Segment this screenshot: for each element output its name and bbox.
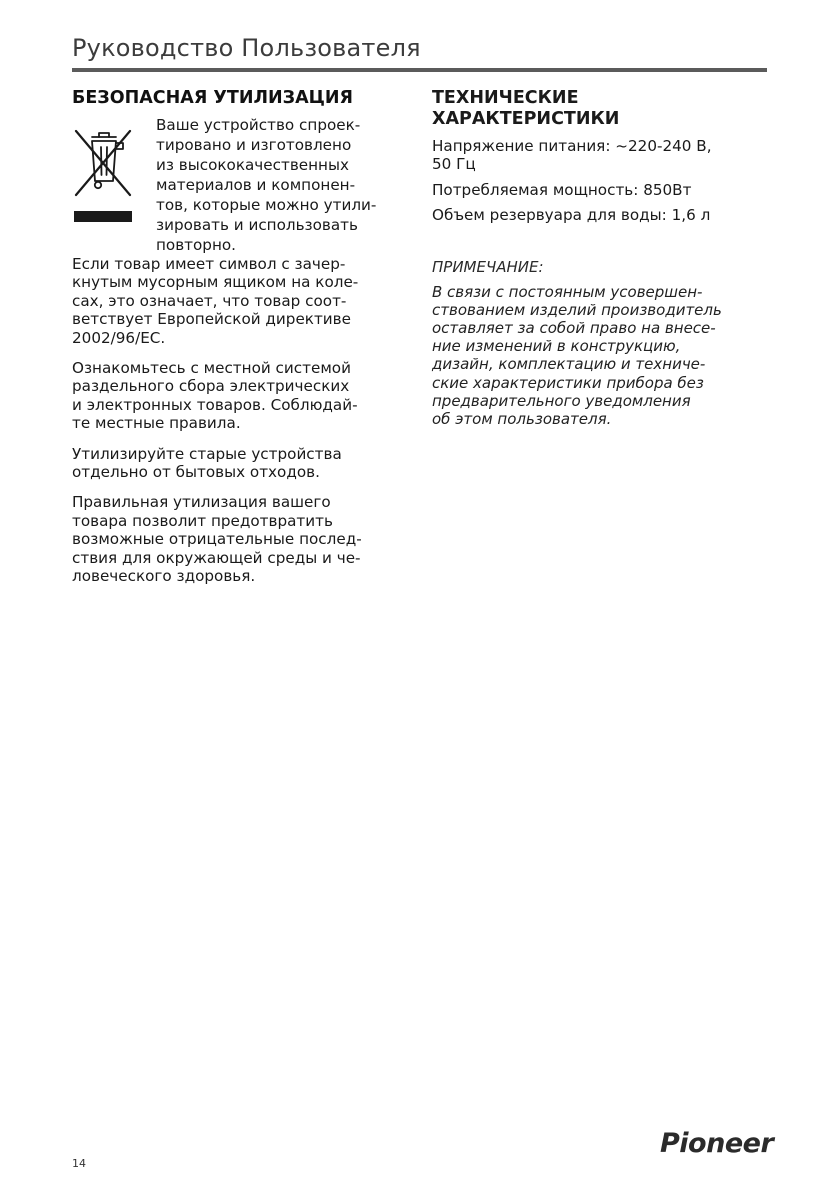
text-line: Ознакомьтесь с местной системой (72, 359, 351, 378)
text-line: материалов и компонен- (156, 176, 356, 194)
text-line: об этом пользователя. (432, 410, 612, 429)
disposal-intro-text (156, 115, 410, 255)
text-line: ловеческого здоровья. (72, 567, 256, 586)
text-line: кнутым мусорным ящиком на коле- (72, 273, 359, 292)
text-line: Ваше устройство спроек- (156, 116, 361, 134)
text-line: 2002/96/EC. (72, 328, 166, 347)
text-line: ствия для окружающей среды и че- (72, 548, 361, 567)
disposal-intro (72, 115, 410, 255)
page-number: 14 (72, 1157, 86, 1170)
text-line: тировано и изготовлено (156, 136, 352, 154)
disposal-paragraph-separate (72, 445, 410, 482)
text-line: оставляет за собой право на внесе- (432, 319, 716, 338)
text-line: Утилизируйте старые устройства (72, 444, 342, 463)
text-line: Объем резервуара для воды: 1,6 л (432, 206, 711, 225)
specs-section (432, 88, 772, 428)
brand-logo: Pioneer (660, 1128, 774, 1159)
text-line: 50 Гц (432, 155, 476, 174)
text-line: отдельно от бытовых отходов. (72, 463, 320, 482)
text-line: дизайн, комплектацию и техниче- (432, 355, 706, 374)
header-divider (72, 68, 767, 72)
text-line: ние изменений в конструкцию, (432, 337, 681, 356)
text-line: ствованием изделий производитель (432, 300, 722, 319)
text-line: тов, которые можно утили- (156, 196, 377, 214)
spec-power (432, 181, 772, 199)
crossed-out-wheeled-bin-icon (72, 125, 134, 223)
text-line: те местные правила. (72, 414, 241, 433)
text-line: повторно. (156, 236, 237, 254)
specs-heading (432, 88, 772, 130)
disposal-heading: БЕЗОПАСНАЯ УТИЛИЗАЦИЯ (72, 88, 353, 108)
page-title: Руководство Пользователя (72, 34, 421, 62)
text-line: зировать и использовать (156, 216, 358, 234)
disposal-paragraph-local-rules (72, 359, 410, 433)
text-line: сах, это означает, что товар соот- (72, 291, 347, 310)
text-line: из высококачественных (156, 156, 349, 174)
disposal-paragraph-symbol (72, 255, 410, 347)
text-line: предварительного уведомления (432, 391, 691, 410)
text-line: Потребляемая мощность: 850Вт (432, 180, 692, 199)
text-line: Если товар имеет символ с зачер- (72, 255, 346, 273)
note-text (432, 283, 772, 429)
spec-water-tank (432, 206, 772, 224)
disposal-paragraph-environment (72, 493, 410, 585)
note-title: ПРИМЕЧАНИЕ: (432, 257, 544, 276)
text-line: ветствует Европейской директиве (72, 310, 351, 329)
text-line: Правильная утилизация вашего (72, 493, 331, 512)
text-line: возможные отрицательные послед- (72, 530, 362, 549)
text-line: ские характеристики прибора без (432, 373, 704, 392)
spec-voltage (432, 137, 772, 174)
heading-line: ТЕХНИЧЕСКИЕ (432, 88, 579, 108)
text-line: раздельного сбора электрических (72, 377, 350, 396)
text-line: В связи с постоянным усовершен- (432, 282, 703, 301)
text-line: товара позволит предотвратить (72, 511, 333, 530)
heading-line: ХАРАКТЕРИСТИКИ (432, 109, 620, 129)
text-line: и электронных товаров. Соблюдай- (72, 395, 358, 414)
text-line: Напряжение питания: ~220-240 В, (432, 137, 712, 155)
disposal-section (72, 88, 410, 598)
